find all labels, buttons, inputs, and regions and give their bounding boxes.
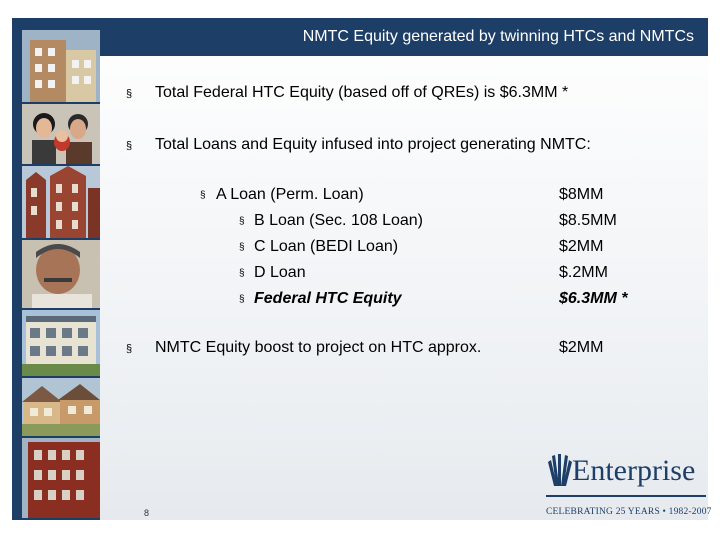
bullet-marker: § bbox=[126, 343, 133, 355]
enterprise-sunburst-icon bbox=[548, 452, 572, 488]
federal-htc-equity-label: Federal HTC Equity bbox=[254, 290, 402, 307]
bullet-htc-equity: Total Federal HTC Equity (based off of QREs) is $6.3MM * bbox=[155, 84, 569, 101]
enterprise-logo bbox=[546, 450, 711, 530]
bullet-nmtc-boost: NMTC Equity boost to project on HTC approx. bbox=[155, 339, 482, 356]
bullet-marker: § bbox=[126, 88, 133, 100]
sub-bullet-marker: § bbox=[239, 216, 245, 227]
federal-htc-equity-value: $6.3MM * bbox=[559, 290, 628, 307]
loan-c-label: C Loan (BEDI Loan) bbox=[254, 238, 399, 255]
sub-bullet-marker: § bbox=[200, 190, 206, 201]
page-number: 8 bbox=[144, 508, 150, 518]
loan-a-value: $8MM bbox=[559, 186, 604, 203]
enterprise-wordmark: Enterprise bbox=[572, 454, 696, 487]
loan-d-label: D Loan bbox=[254, 264, 306, 281]
loan-d-value: $.2MM bbox=[559, 264, 608, 281]
sub-bullet-marker: § bbox=[239, 294, 245, 305]
sub-bullet-marker: § bbox=[239, 268, 245, 279]
loan-b-label: B Loan (Sec. 108 Loan) bbox=[254, 212, 424, 229]
logo-divider bbox=[546, 495, 706, 497]
loan-b-value: $8.5MM bbox=[559, 212, 617, 229]
nmtc-boost-value: $2MM bbox=[559, 339, 604, 356]
sub-bullet-marker: § bbox=[239, 242, 245, 253]
bullet-marker: § bbox=[126, 140, 133, 152]
loan-c-value: $2MM bbox=[559, 238, 604, 255]
slide-title: NMTC Equity generated by twinning HTCs and NMTCs bbox=[302, 28, 694, 45]
bullet-loans-equity: Total Loans and Equity infused into project generating NMTC: bbox=[155, 136, 591, 153]
logo-tagline: CELEBRATING 25 YEARS • 1982-2007 bbox=[546, 507, 712, 517]
loan-a-label: A Loan (Perm. Loan) bbox=[216, 186, 364, 203]
